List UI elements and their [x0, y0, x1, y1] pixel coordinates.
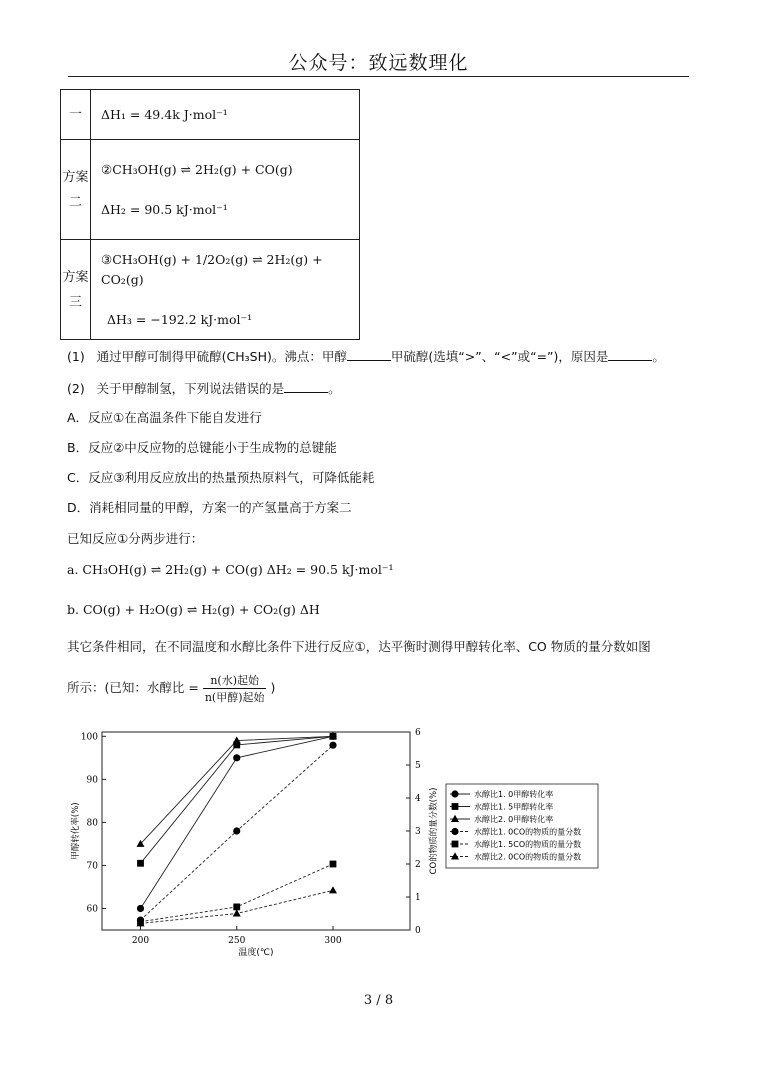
chart-svg [66, 722, 626, 960]
scheme-label: 一 [61, 90, 91, 140]
scheme-row [61, 90, 360, 140]
series-line-0 [141, 736, 334, 908]
option-c: C．反应③利用反应放出的热量预热原料气，可降低能耗 [67, 470, 375, 485]
y-right-tick-label: 1 [415, 893, 421, 903]
header-title: 公众号：致远数理化 [288, 52, 469, 74]
data-point-1 [137, 860, 144, 867]
option-d: D．消耗相同量的甲醇，方案一的产氢量高于方案二 [67, 500, 352, 515]
x-tick-label: 250 [228, 936, 246, 946]
legend-marker [452, 841, 459, 848]
data-point-2 [233, 736, 241, 743]
ratio-note: 所示：(已知：水醇比 = $\frac{\text{n(水)起始}}{\text{n(甲醇)起始}}$ ) [67, 674, 276, 704]
data-point-3 [233, 827, 240, 834]
x-tick-label: 300 [324, 936, 342, 946]
data-point-0 [137, 905, 144, 912]
scheme-enthalpy: ΔH₂ = 90.5 kJ·mol⁻¹ [101, 201, 228, 217]
y-left-tick-label: 60 [86, 904, 98, 915]
scheme-enthalpy: ΔH₃ = −192.2 kJ·mol⁻¹ [107, 311, 253, 327]
question-2: (2) 关于甲醇制氢，下列说法错误的是 。 [67, 381, 341, 396]
answer-blank[interactable] [284, 380, 328, 393]
y-right-tick-label: 6 [415, 728, 421, 738]
scheme-label: 方案三 [61, 240, 91, 340]
answer-blank[interactable] [608, 348, 652, 361]
legend-label: 水醇比1. 0甲醇转化率 [474, 790, 554, 799]
page-header [68, 48, 689, 77]
answer-blank[interactable] [347, 348, 391, 361]
y-right-tick-label: 3 [415, 827, 421, 837]
legend-label: 水醇比1. 5CO的物质的量分数 [474, 840, 582, 849]
y-left-axis-label: 甲醇转化率(%) [71, 802, 81, 860]
data-point-4 [330, 861, 337, 868]
scheme-equation: ③CH₃OH(g) + 1/2O₂(g) ⇌ 2H₂(g) + CO₂(g) [101, 251, 323, 287]
option-a: A．反应①在高温条件下能自发进行 [67, 410, 262, 425]
data-point-5 [233, 909, 241, 916]
y-left-tick-label: 70 [86, 861, 98, 872]
legend-marker [452, 803, 459, 810]
step-a-equation: a. CH₃OH(g) ⇌ 2H₂(g) + CO(g) ΔH₂ = 90.5 kJ·mol⁻¹ [67, 562, 394, 577]
y-left-tick-label: 80 [86, 818, 98, 829]
y-right-tick-label: 2 [415, 860, 421, 870]
x-axis-label: 温度(℃) [238, 948, 274, 958]
known-reaction-text: 已知反应①分两步进行： [67, 531, 204, 546]
scheme-row [61, 240, 360, 340]
conversion-chart [66, 722, 626, 964]
legend-label: 水醇比1. 5甲醇转化率 [474, 802, 554, 812]
option-b: B．反应②中反应物的总键能小于生成物的总键能 [67, 440, 337, 455]
ratio-fraction: $\frac{\text{n(水)起始}}{\text{n(甲醇)起始}}$ [204, 674, 265, 704]
y-left-tick-label: 100 [80, 732, 98, 743]
condition-paragraph: 其它条件相同，在不同温度和水醇比条件下进行反应①，达平衡时测得甲醇转化率、CO 物质的量分数如图 [67, 639, 651, 654]
scheme-label: 方案二 [61, 140, 91, 240]
legend-marker [451, 828, 458, 835]
plot-frame [102, 732, 410, 930]
x-tick-label: 200 [131, 936, 150, 946]
y-left-tick-label: 90 [86, 775, 98, 786]
y-right-tick-label: 0 [415, 926, 421, 936]
question-1: (1) 通过甲醇可制得甲硫醇(CH₃SH)。沸点：甲醇 甲硫醇(选填“>”、“<”或“=”)，原因是 。 [67, 349, 665, 364]
legend-label: 水醇比2. 0CO的物质的量分数 [474, 852, 582, 862]
legend-marker [451, 790, 458, 797]
y-right-tick-label: 4 [415, 794, 421, 804]
legend-label: 水醇比1. 0CO的物质的量分数 [474, 827, 582, 837]
y-right-tick-label: 5 [415, 761, 421, 771]
data-point-0 [233, 754, 240, 761]
scheme-equation: ②CH₃OH(g) ⇌ 2H₂(g) + CO(g) [101, 161, 293, 177]
scheme-table [60, 89, 360, 340]
y-right-axis-label: CO的物质的量分数(%) [429, 787, 439, 875]
step-b-equation: b. CO(g) + H₂O(g) ⇌ H₂(g) + CO₂(g) ΔH [67, 602, 320, 617]
scheme-row [61, 140, 360, 240]
data-point-5 [329, 886, 337, 893]
legend-label: 水醇比2. 0甲醇转化率 [474, 815, 554, 824]
page-number: 3 / 8 [363, 993, 394, 1008]
scheme-equation: ΔH₁ = 49.4k J·mol⁻¹ [101, 106, 228, 122]
data-point-4 [233, 904, 240, 911]
data-point-3 [329, 742, 336, 749]
